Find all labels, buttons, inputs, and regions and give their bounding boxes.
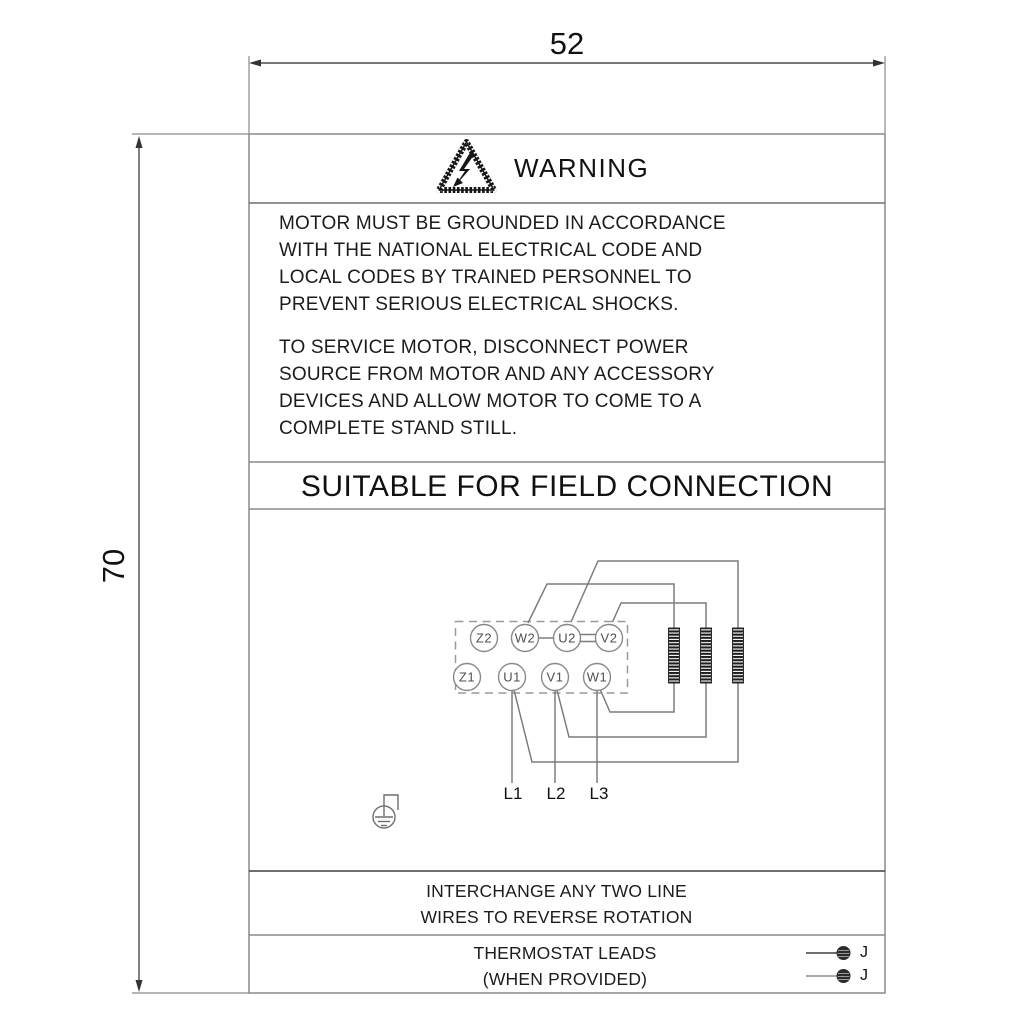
height-dimension-value: 70 bbox=[96, 548, 131, 584]
coil-2 bbox=[701, 628, 712, 683]
terminal-label-u2: U2 bbox=[558, 630, 576, 646]
warning-text-line: WITH THE NATIONAL ELECTRICAL CODE AND bbox=[279, 240, 703, 261]
line-label-l2: L2 bbox=[546, 784, 566, 803]
field-connection-title: SUITABLE FOR FIELD CONNECTION bbox=[300, 470, 834, 503]
thermostat-lead-label-2: J bbox=[860, 967, 868, 984]
warning-body-text bbox=[279, 210, 869, 458]
terminal-label-z2: Z2 bbox=[475, 630, 493, 646]
warning-title: WARNING bbox=[514, 153, 650, 183]
terminal-label-u1: U1 bbox=[503, 669, 521, 685]
warning-text-line: MOTOR MUST BE GROUNDED IN ACCORDANCE bbox=[279, 213, 726, 234]
thermostat-note-line-2: (WHEN PROVIDED) bbox=[482, 969, 648, 989]
rotation-note bbox=[249, 878, 864, 930]
thermostat-lead-label-1: J bbox=[860, 944, 868, 961]
terminal-label-v2: V2 bbox=[600, 630, 618, 646]
warning-text-line: PREVENT SERIOUS ELECTRICAL SHOCKS. bbox=[279, 294, 679, 315]
coil-3 bbox=[733, 628, 744, 683]
winding-coils bbox=[669, 628, 744, 683]
line-label-l1: L1 bbox=[503, 784, 523, 803]
thermostat-note bbox=[249, 940, 881, 992]
terminal-label-w1: W1 bbox=[586, 669, 608, 685]
warning-paragraph-2 bbox=[279, 334, 869, 442]
terminal-label-w2: W2 bbox=[514, 630, 536, 646]
terminal-label-v1: V1 bbox=[546, 669, 564, 685]
terminal-label-z1: Z1 bbox=[458, 669, 476, 685]
protective-earth-icon bbox=[373, 795, 398, 828]
warning-text-line: DEVICES AND ALLOW MOTOR TO COME TO A bbox=[279, 391, 702, 412]
rotation-note-line-2: WIRES TO REVERSE ROTATION bbox=[420, 907, 693, 927]
high-voltage-warning-icon bbox=[439, 142, 494, 190]
warning-text-line: LOCAL CODES BY TRAINED PERSONNEL TO bbox=[279, 267, 692, 288]
width-extension-lines bbox=[249, 56, 885, 134]
coil-1 bbox=[669, 628, 680, 683]
warning-text-line: COMPLETE STAND STILL. bbox=[279, 418, 518, 439]
width-dimension-value: 52 bbox=[549, 26, 585, 61]
thermostat-note-line-1: THERMOSTAT LEADS bbox=[473, 943, 657, 963]
warning-text-line: TO SERVICE MOTOR, DISCONNECT POWER bbox=[279, 337, 689, 358]
warning-paragraph-1 bbox=[279, 210, 869, 318]
rotation-note-line-1: INTERCHANGE ANY TWO LINE bbox=[426, 881, 687, 901]
line-label-l3: L3 bbox=[589, 784, 609, 803]
warning-text-line: SOURCE FROM MOTOR AND ANY ACCESSORY bbox=[279, 364, 715, 385]
height-extension-lines bbox=[132, 134, 249, 993]
